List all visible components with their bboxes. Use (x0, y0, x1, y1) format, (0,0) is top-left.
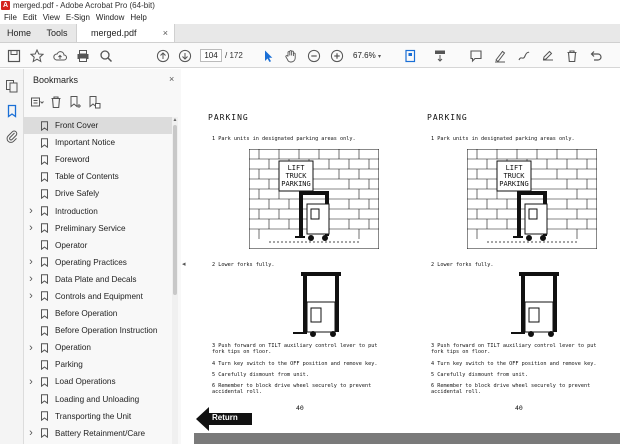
title-bar (0, 0, 620, 11)
bookmark-icon (40, 394, 49, 404)
bookmark-panel-icon[interactable] (5, 104, 19, 118)
page-heading: PARKING (208, 113, 249, 122)
new-bookmark-icon[interactable] (68, 95, 82, 109)
bookmark-item[interactable] (24, 168, 174, 185)
bookmark-icon (40, 274, 49, 284)
bookmark-item[interactable] (24, 202, 174, 219)
step-text: 5 Carefully dismount from unit. (212, 372, 309, 378)
pen-draw-icon[interactable] (516, 48, 532, 64)
expand-bookmark-icon[interactable] (87, 95, 101, 109)
bookmark-label: Before Operation Instruction (55, 326, 158, 336)
step-text: 3 Push forward on TILT auxiliary control lever to put (212, 343, 378, 349)
bookmark-list (24, 117, 174, 442)
sign-line-1: LIFT (505, 164, 523, 172)
bookmark-item[interactable] (24, 391, 174, 408)
bookmark-item[interactable] (24, 305, 174, 322)
return-link-button[interactable] (196, 406, 252, 432)
bookmark-label: Controls and Equipment (55, 291, 143, 301)
tab-home[interactable]: Home (7, 28, 32, 38)
delete-bookmark-icon[interactable] (49, 95, 63, 109)
cloud-upload-icon[interactable] (52, 48, 68, 64)
toolbar (0, 43, 620, 68)
window-title: merged.pdf - Adobe Acrobat Pro (64-bit) (13, 1, 155, 10)
page-number-input[interactable]: 104 (200, 49, 222, 62)
bookmark-icon (40, 257, 49, 267)
menu-edit[interactable]: Edit (22, 13, 37, 22)
hand-tool-icon[interactable] (283, 48, 299, 64)
menu-esign[interactable]: E-Sign (65, 13, 90, 22)
tab-tools[interactable]: Tools (46, 28, 68, 38)
bookmark-item[interactable] (24, 237, 174, 254)
bookmark-icon (40, 240, 49, 250)
chevron-right-icon[interactable]: › (29, 256, 33, 269)
step-text: 4 Turn key switch to the OFF position and remove key. (212, 361, 378, 367)
scroll-up-icon[interactable]: ▲ (172, 117, 178, 123)
page-up-icon[interactable] (155, 48, 171, 64)
zoom-out-icon[interactable] (306, 48, 322, 64)
bookmark-label: Drive Safely (55, 189, 100, 199)
bookmark-icon (40, 309, 49, 319)
page-number: 40 (296, 404, 304, 412)
menu-bar (0, 11, 620, 24)
page-number: 40 (515, 404, 523, 412)
step-text: fork tips on floor. (212, 349, 272, 355)
bookmark-item[interactable] (24, 425, 174, 442)
sign-line-3: PARKING (499, 180, 529, 188)
page-down-icon[interactable] (177, 48, 193, 64)
select-cursor-icon[interactable] (260, 48, 276, 64)
chevron-right-icon[interactable]: › (29, 273, 33, 286)
page-gap (194, 433, 620, 444)
bookmark-icon (40, 155, 49, 165)
lowered-forks-illustration (511, 272, 565, 338)
bookmark-icon (40, 326, 49, 336)
bookmark-item[interactable] (24, 271, 174, 288)
bookmark-icon (40, 343, 49, 353)
bookmark-label: Table of Contents (55, 172, 119, 182)
bookmark-label: Parking (55, 360, 83, 370)
zoom-level-select[interactable] (351, 49, 383, 62)
bookmark-item[interactable] (24, 356, 174, 373)
tab-document[interactable] (76, 24, 175, 42)
sign-line-3: PARKING (281, 180, 311, 188)
bookmark-item[interactable] (24, 117, 174, 134)
step-text: 5 Carefully dismount from unit. (431, 372, 528, 378)
acrobat-icon: A (2, 2, 9, 9)
search-icon[interactable] (98, 48, 114, 64)
chevron-right-icon[interactable]: › (29, 341, 33, 354)
chevron-right-icon[interactable]: › (29, 427, 33, 440)
step-text: 6 Remember to block drive wheel securely to prevent (212, 383, 372, 389)
bookmark-item[interactable] (24, 373, 174, 390)
highlight-icon[interactable] (492, 48, 508, 64)
bookmark-item[interactable] (24, 288, 174, 305)
sign-line-1: LIFT (287, 164, 305, 172)
page-column-right (427, 69, 620, 433)
page-display-icon[interactable] (403, 48, 419, 64)
step-text: accidental roll. (212, 389, 262, 395)
bookmark-label: Foreword (55, 155, 90, 165)
page-column-left (208, 69, 418, 433)
bookmark-item[interactable] (24, 220, 174, 237)
step-text: 2 Lower forks fully. (212, 262, 275, 268)
parking-illustration (467, 149, 597, 249)
page-heading: PARKING (427, 113, 468, 122)
bookmark-icon (40, 377, 49, 387)
attachment-icon[interactable] (5, 129, 19, 143)
navigation-rail (0, 69, 24, 444)
bookmark-icon (40, 411, 49, 421)
chevron-down-icon: ▾ (377, 54, 381, 60)
options-menu-icon[interactable] (30, 95, 44, 109)
bookmark-item[interactable] (24, 322, 174, 339)
bookmarks-scrollbar[interactable] (172, 117, 178, 444)
bookmark-icon (40, 121, 49, 131)
bookmark-icon (40, 138, 49, 148)
step-text: 6 Remember to block drive wheel securely to prevent (431, 383, 591, 389)
sign-icon[interactable] (540, 48, 556, 64)
menu-help[interactable]: Help (130, 13, 147, 22)
sign-line-2: TRUCK (285, 172, 307, 180)
comment-icon[interactable] (468, 48, 484, 64)
bookmark-icon (40, 172, 49, 182)
bookmark-icon (40, 360, 49, 370)
bookmark-label: Loading and Unloading (55, 394, 140, 404)
bookmark-label: Operation (55, 343, 91, 353)
bookmark-item[interactable] (24, 134, 174, 151)
bookmark-label: Operating Practices (55, 257, 127, 267)
close-icon[interactable]: × (162, 28, 168, 38)
menu-window[interactable]: Window (95, 13, 125, 22)
document-view[interactable] (194, 69, 620, 444)
chevron-right-icon[interactable]: › (29, 205, 33, 218)
tab-document-label: merged.pdf (91, 28, 137, 38)
bookmark-item[interactable] (24, 408, 174, 425)
zoom-in-icon[interactable] (329, 48, 345, 64)
bookmarks-panel (24, 69, 181, 444)
print-icon[interactable] (75, 48, 91, 64)
chevron-right-icon[interactable]: › (29, 290, 33, 303)
collapse-panel-icon[interactable]: ◂ (182, 261, 186, 268)
bookmarks-toolbar (30, 94, 106, 110)
bookmark-icon (40, 223, 49, 233)
page-total: / 172 (225, 51, 243, 60)
bookmark-icon (40, 189, 49, 199)
close-icon[interactable]: × (169, 74, 175, 84)
bookmark-label: Important Notice (55, 138, 116, 148)
page-thumbnails-icon[interactable] (5, 79, 19, 93)
step-text: 1 Park units in designated parking areas only. (431, 136, 575, 142)
bookmark-label: Front Cover (55, 121, 99, 131)
sign-line-2: TRUCK (503, 172, 525, 180)
scroll-mode-icon[interactable] (432, 48, 448, 64)
menu-view[interactable]: View (42, 13, 60, 22)
bookmark-label: Before Operation (55, 309, 118, 319)
step-text: 3 Push forward on TILT auxiliary control lever to put (431, 343, 597, 349)
scrollbar-thumb[interactable] (173, 125, 177, 295)
bookmark-icon (40, 428, 49, 438)
tab-strip (0, 24, 620, 43)
step-text: fork tips on floor. (431, 349, 491, 355)
parking-illustration (249, 149, 379, 249)
step-text: 1 Park units in designated parking areas only. (212, 136, 356, 142)
bookmark-label: Introduction (55, 206, 98, 216)
bookmark-label: Data Plate and Decals (55, 274, 137, 284)
bookmarks-title: Bookmarks (33, 75, 79, 85)
pdf-page (194, 69, 620, 433)
star-icon[interactable] (29, 48, 45, 64)
bookmark-label: Load Operations (55, 377, 116, 387)
bookmark-item[interactable] (24, 185, 174, 202)
step-text: accidental roll. (431, 389, 481, 395)
zoom-value: 67.6% (353, 51, 376, 60)
bookmark-item[interactable] (24, 254, 174, 271)
bookmark-label: Operator (55, 240, 88, 250)
bookmark-item[interactable] (24, 151, 174, 168)
chevron-right-icon[interactable]: › (29, 222, 33, 235)
bookmark-label: Preliminary Service (55, 223, 126, 233)
save-icon[interactable] (6, 48, 22, 64)
chevron-right-icon[interactable]: › (29, 375, 33, 388)
bookmark-label: Battery Retainment/Care (55, 428, 146, 438)
bookmark-icon (40, 291, 49, 301)
trash-icon[interactable] (564, 48, 580, 64)
step-text: 2 Lower forks fully. (431, 262, 494, 268)
step-text: 4 Turn key switch to the OFF position and remove key. (431, 361, 597, 367)
undo-icon[interactable] (588, 48, 604, 64)
return-label: Return (212, 413, 238, 422)
lowered-forks-illustration (293, 272, 347, 338)
menu-file[interactable]: File (4, 13, 17, 22)
bookmark-label: Transporting the Unit (55, 411, 132, 421)
bookmark-item[interactable] (24, 339, 174, 356)
bookmark-icon (40, 206, 49, 216)
